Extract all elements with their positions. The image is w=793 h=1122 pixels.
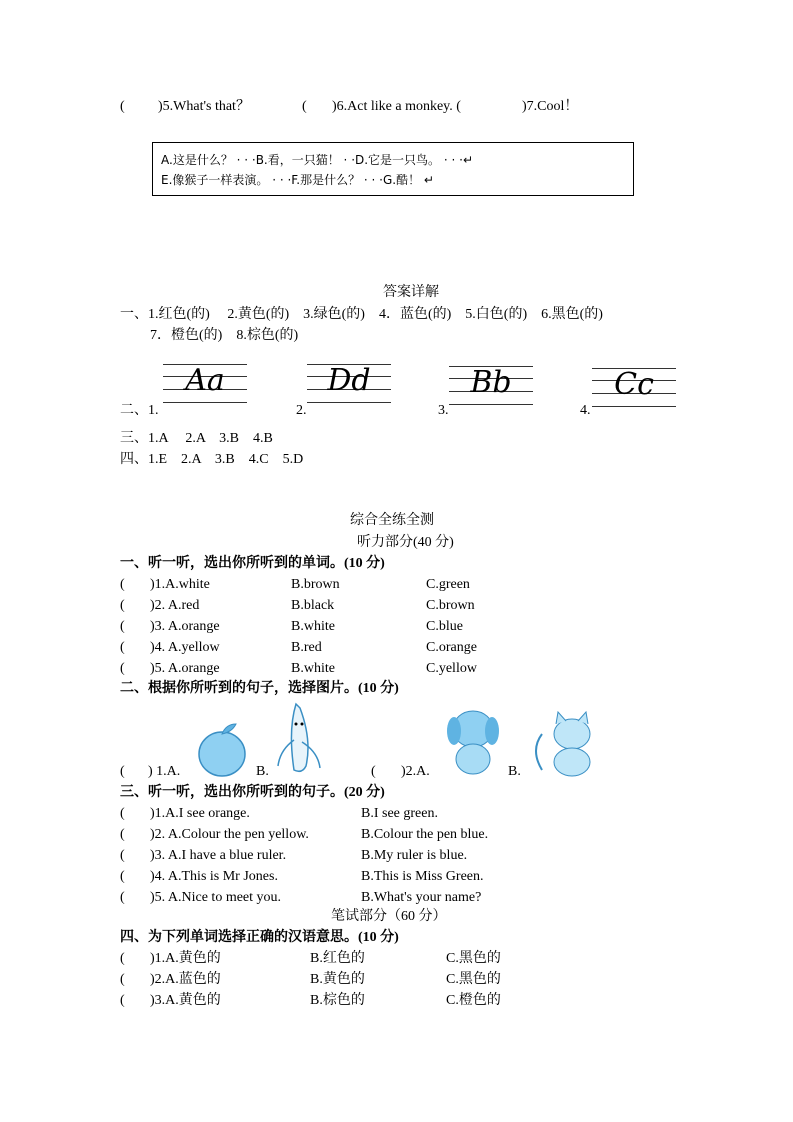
options-box xyxy=(152,142,634,196)
option-a: )5. A.orange xyxy=(150,661,220,676)
s2-q2-b: B. xyxy=(508,764,521,779)
answers-s1-line2: 7．橙色(的) 8.棕色(的) xyxy=(150,328,299,343)
cat-image xyxy=(528,710,606,778)
option-c: C.黑色的 xyxy=(446,951,501,966)
s2-q1-b: B. xyxy=(256,764,269,779)
s4-title: 四、为下列单词选择正确的汉语意思。(10 分) xyxy=(120,930,399,945)
paren: ( xyxy=(371,764,376,779)
question-5: )5.What's that？ xyxy=(158,99,250,114)
option-a: )2. A.red xyxy=(150,598,200,613)
option-a: )1.A.I see orange. xyxy=(150,806,250,821)
paren: ( xyxy=(120,972,125,987)
handwritten-letters: Cc xyxy=(614,367,654,402)
answers-s2-label: 4. xyxy=(580,403,591,418)
question-6: )6.Act like a monkey. ( xyxy=(332,99,461,114)
paren: ( xyxy=(302,99,307,114)
paren: ( xyxy=(120,619,125,634)
apple-image xyxy=(196,720,248,778)
handwriting-lines xyxy=(449,364,533,420)
options-line-1: A.这是什么？ · · ·B.看，一只猫！ · ·D.它是一只鸟。 · · ·↵ xyxy=(161,153,474,167)
option-b: B.棕色的 xyxy=(310,993,365,1008)
option-b: B.What's your name? xyxy=(361,890,482,905)
paren: ( xyxy=(120,890,125,905)
option-c: C.orange xyxy=(426,640,477,655)
option-a: )3. A.I have a blue ruler. xyxy=(150,848,287,863)
option-a: )4. A.yellow xyxy=(150,640,220,655)
option-b: B.white xyxy=(291,661,335,676)
option-a: )4. A.This is Mr Jones. xyxy=(150,869,278,884)
option-c: C.橙色的 xyxy=(446,993,501,1008)
option-b: B.I see green. xyxy=(361,806,438,821)
handwriting-lines xyxy=(163,362,247,418)
paren: ( xyxy=(120,99,125,114)
answers-s2-prefix: 二、1. xyxy=(120,403,159,418)
answers-s2-label: 3. xyxy=(438,403,449,418)
option-b: B.红色的 xyxy=(310,951,365,966)
s2-q1-a: ) 1.A. xyxy=(148,764,181,779)
paren: ( xyxy=(120,869,125,884)
paren: ( xyxy=(120,806,125,821)
handwritten-letters: Dd xyxy=(327,363,371,398)
option-b: B.My ruler is blue. xyxy=(361,848,468,863)
option-b: B.This is Miss Green. xyxy=(361,869,484,884)
paren: ( xyxy=(120,993,125,1008)
banana-image xyxy=(268,700,328,778)
handwriting-lines xyxy=(592,366,676,422)
option-c: C.brown xyxy=(426,598,475,613)
option-a: )1.A.white xyxy=(150,577,210,592)
listening-title: 听力部分(40 分) xyxy=(357,535,454,550)
dog-image xyxy=(442,705,504,777)
written-title: 笔试部分（60 分） xyxy=(331,909,447,924)
option-b: B.brown xyxy=(291,577,340,592)
options-line-2: E.像猴子一样表演。 · · ·F.那是什么？ · · ·G.酷！ ↵ xyxy=(161,173,434,187)
answers-s2-label: 2. xyxy=(296,403,307,418)
answers-s4: 四、1.E 2.A 3.B 4.C 5.D xyxy=(120,452,304,467)
question-7: )7.Cool！ xyxy=(522,99,579,114)
paren: ( xyxy=(120,951,125,966)
option-b: B.red xyxy=(291,640,322,655)
option-c: C.黑色的 xyxy=(446,972,501,987)
option-a: )3. A.orange xyxy=(150,619,220,634)
option-a: )2. A.Colour the pen yellow. xyxy=(150,827,309,842)
option-b: B.white xyxy=(291,619,335,634)
handwriting-lines xyxy=(307,362,391,418)
handwritten-letters: Aa xyxy=(185,363,225,398)
paren: ( xyxy=(120,848,125,863)
answers-title: 答案详解 xyxy=(383,285,439,300)
option-b: B.black xyxy=(291,598,335,613)
option-b: B.Colour the pen blue. xyxy=(361,827,489,842)
paren: ( xyxy=(120,640,125,655)
s2-title: 二、根据你所听到的句子，选择图片。(10 分) xyxy=(120,681,399,696)
s3-title: 三、听一听，选出你所听到的句子。(20 分) xyxy=(120,785,385,800)
answers-s3: 三、1.A 2.A 3.B 4.B xyxy=(120,431,273,446)
test-title: 综合全练全测 xyxy=(350,513,434,528)
paren: ( xyxy=(120,598,125,613)
handwritten-letters: Bb xyxy=(470,365,512,400)
option-c: C.yellow xyxy=(426,661,477,676)
option-a: )3.A.黄色的 xyxy=(150,993,221,1008)
paren: ( xyxy=(120,661,125,676)
s1-title: 一、听一听，选出你所听到的单词。(10 分) xyxy=(120,556,385,571)
option-a: )1.A.黄色的 xyxy=(150,951,221,966)
paren: ( xyxy=(120,827,125,842)
option-c: C.blue xyxy=(426,619,463,634)
option-a: )5. A.Nice to meet you. xyxy=(150,890,282,905)
option-b: B.黄色的 xyxy=(310,972,365,987)
paren: ( xyxy=(120,577,125,592)
paren: ( xyxy=(120,764,125,779)
option-c: C.green xyxy=(426,577,470,592)
answers-s1-line1: 一、1.红色(的) 2.黄色(的) 3.绿色(的) 4．蓝色(的) 5.白色(的) 6.黑色(的) xyxy=(120,307,603,322)
s2-q2-a: )2.A. xyxy=(401,764,430,779)
option-a: )2.A.蓝色的 xyxy=(150,972,221,987)
